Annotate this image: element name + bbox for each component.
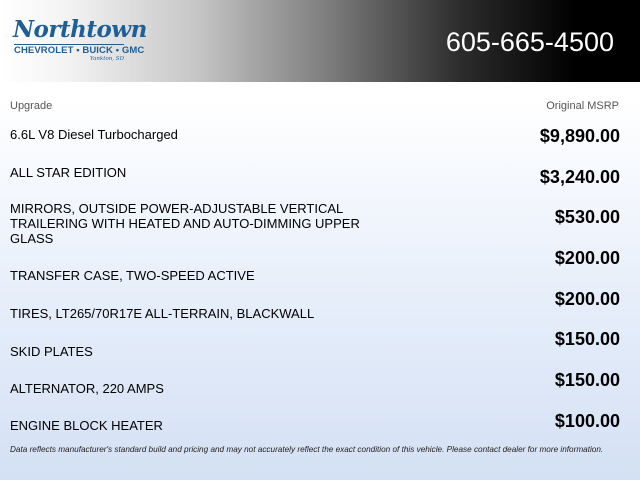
msrp-column-header: Original MSRP xyxy=(546,100,619,112)
upgrade-column-header: Upgrade xyxy=(10,100,53,112)
dealer-logo xyxy=(12,16,147,65)
phone-number[interactable]: 605-665-4500 xyxy=(445,27,614,57)
upgrade-label: MIRRORS, OUTSIDE POWER-ADJUSTABLE VERTICAL TRAILERING WITH HEATED AND AUTO-DIMMING UPPER GLASS xyxy=(10,201,360,246)
upgrade-price: $100.00 xyxy=(554,411,620,431)
upgrade-label: TIRES, LT265/70R17E ALL-TERRAIN, BLACKWALL xyxy=(10,306,315,321)
upgrade-price: $200.00 xyxy=(554,248,620,268)
upgrade-price: $3,240.00 xyxy=(539,167,620,187)
logo-city: Yankton, SD xyxy=(89,56,124,62)
upgrade-price: $200.00 xyxy=(554,289,620,309)
upgrade-label: ALTERNATOR, 220 AMPS xyxy=(10,381,164,396)
upgrade-price: $530.00 xyxy=(554,207,620,227)
upgrade-label: 6.6L V8 Diesel Turbocharged xyxy=(10,127,178,142)
disclaimer-text: Data reflects manufacturer's standard build and pricing and may not accurately reflect the exact condition of this vehicle. Please contact dealer for more information. xyxy=(10,445,604,454)
upgrade-label: ALL STAR EDITION xyxy=(10,165,127,180)
header-banner xyxy=(0,0,640,82)
logo-name: Northtown xyxy=(13,16,147,43)
upgrade-price: $9,890.00 xyxy=(539,126,620,146)
upgrade-label: SKID PLATES xyxy=(10,344,93,359)
upgrade-price: $150.00 xyxy=(554,370,620,390)
logo-brands: CHEVROLET • BUICK • GMC xyxy=(14,45,145,56)
upgrade-label: TRANSFER CASE, TWO-SPEED ACTIVE xyxy=(10,268,255,283)
upgrade-label: ENGINE BLOCK HEATER xyxy=(10,418,163,433)
upgrade-price: $150.00 xyxy=(554,329,620,349)
